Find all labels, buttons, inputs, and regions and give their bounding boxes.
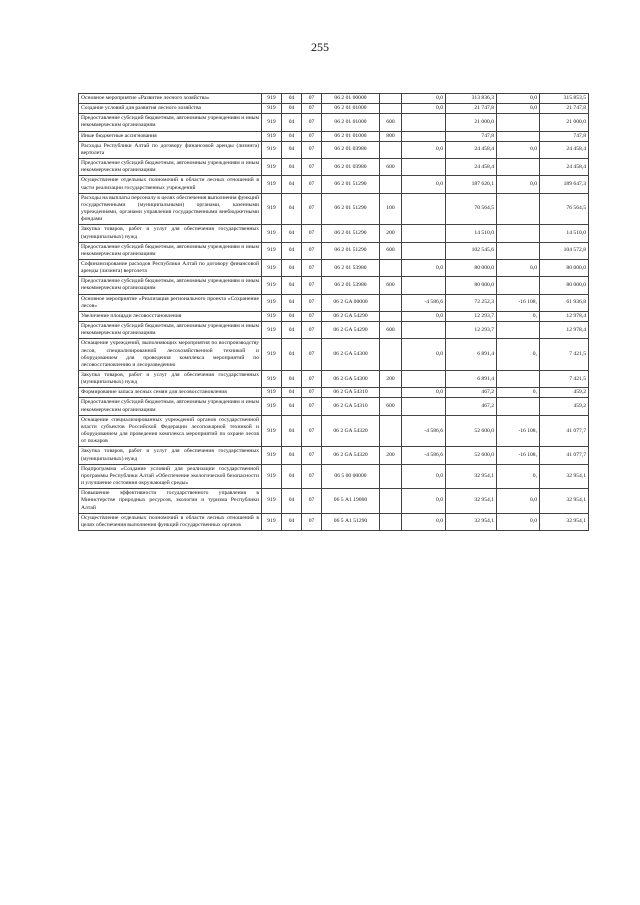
amount-2: 189 647,3 — [540, 176, 589, 193]
amount-change-1: 0,0 — [402, 513, 446, 530]
amount-change-1 — [402, 225, 446, 242]
expense-type-code: 600 — [380, 398, 402, 415]
expense-type-code — [380, 339, 402, 371]
table-row — [79, 94, 589, 104]
section-code: 04 — [282, 242, 302, 259]
amount-2: 14 510,0 — [540, 225, 589, 242]
section-code: 04 — [282, 339, 302, 371]
amount-change-1: 0,0 — [402, 259, 446, 276]
amount-1: 70 564,5 — [446, 193, 497, 225]
target-article-code: 06 2 GA 54300 — [322, 371, 380, 388]
table-row — [79, 176, 589, 193]
amount-2: 12 978,4 — [540, 322, 589, 339]
subsection-code: 07 — [302, 294, 322, 311]
amount-1: 313 836,3 — [446, 94, 497, 104]
amount-change-1 — [402, 322, 446, 339]
table-row — [79, 277, 589, 294]
amount-1: 32 954,1 — [446, 464, 497, 488]
amount-2: 32 954,1 — [540, 513, 589, 530]
amount-change-1 — [402, 242, 446, 259]
amount-change-2: -16 108, — [497, 294, 540, 311]
amount-change-2 — [497, 398, 540, 415]
amount-2: 76 564,5 — [540, 193, 589, 225]
expense-name: Предоставление субсидий бюджетным, автономным учреждениям и иным некоммерческим организациям — [79, 114, 262, 131]
table-row — [79, 464, 589, 488]
section-code: 04 — [282, 415, 302, 447]
amount-change-1: 0,0 — [402, 339, 446, 371]
target-article-code: 06 2 GA 54300 — [322, 339, 380, 371]
expense-type-code: 600 — [380, 322, 402, 339]
section-code: 04 — [282, 513, 302, 530]
amount-change-2: 0,0 — [497, 259, 540, 276]
amount-change-1 — [402, 193, 446, 225]
amount-change-2: 0, — [497, 464, 540, 488]
amount-1: 21 747,8 — [446, 104, 497, 114]
table-row — [79, 398, 589, 415]
target-article-code: 06 2 01 51290 — [322, 176, 380, 193]
amount-change-2 — [497, 131, 540, 141]
expense-name: Основное мероприятие «Реализация регионального проекта «Сохранение лесов» — [79, 294, 262, 311]
subsection-code: 07 — [302, 193, 322, 225]
expense-type-code — [380, 94, 402, 104]
amount-change-2 — [497, 371, 540, 388]
target-article-code: 06 5 00 00000 — [322, 464, 380, 488]
target-article-code: 06 2 01 01000 — [322, 131, 380, 141]
grbs-code: 919 — [262, 259, 282, 276]
expense-name: Закупка товаров, работ и услуг для обеспечения государственных (муниципальных) нужд — [79, 371, 262, 388]
amount-change-2: 0,0 — [497, 104, 540, 114]
target-article-code: 06 5 А1 19000 — [322, 489, 380, 513]
expense-name: Предоставление субсидий бюджетным, автономным учреждениям и иным некоммерческим организациям — [79, 242, 262, 259]
amount-2: 24 458,4 — [540, 141, 589, 158]
amount-change-1: 0,0 — [402, 311, 446, 321]
section-code: 04 — [282, 104, 302, 114]
grbs-code: 919 — [262, 294, 282, 311]
amount-1: 747,8 — [446, 131, 497, 141]
amount-change-2: 0,0 — [497, 489, 540, 513]
amount-change-2: 0,0 — [497, 176, 540, 193]
section-code: 04 — [282, 193, 302, 225]
amount-change-2: -16 108, — [497, 415, 540, 447]
amount-2: 41 077,7 — [540, 447, 589, 464]
amount-change-2 — [497, 114, 540, 131]
amount-change-1 — [402, 159, 446, 176]
amount-change-1: 0,0 — [402, 141, 446, 158]
amount-change-2 — [497, 159, 540, 176]
table-row — [79, 114, 589, 131]
amount-change-1: -4 586,6 — [402, 415, 446, 447]
expense-type-code — [380, 294, 402, 311]
expense-name: Осуществление отдельных полномочий в области лесных отношений в части реализации государственных учреждений — [79, 176, 262, 193]
amount-1: 80 000,0 — [446, 259, 497, 276]
expense-name: Предоставление субсидий бюджетным, автономным учреждениям и иным некоммерческим организациям — [79, 322, 262, 339]
amount-change-2 — [497, 277, 540, 294]
table-row — [79, 193, 589, 225]
amount-2: 459,2 — [540, 388, 589, 398]
amount-1: 12 293,7 — [446, 311, 497, 321]
expense-name: Оснащение учреждений, выполняющих мероприятия по воспроизводству лесов, специализированной лесохозяйственной техникой и оборудованием для проведения комплекса мероприятий по лесовосстановлению и лесоразведению — [79, 339, 262, 371]
amount-2: 459,2 — [540, 398, 589, 415]
grbs-code: 919 — [262, 388, 282, 398]
amount-2: 315 853,5 — [540, 94, 589, 104]
amount-2: 24 458,4 — [540, 159, 589, 176]
target-article-code: 06 2 01 51290 — [322, 193, 380, 225]
target-article-code: 06 2 01 03980 — [322, 159, 380, 176]
target-article-code: 06 2 01 01000 — [322, 104, 380, 114]
amount-1: 32 954,1 — [446, 513, 497, 530]
amount-2: 41 077,7 — [540, 415, 589, 447]
subsection-code: 07 — [302, 259, 322, 276]
amount-2: 32 954,1 — [540, 464, 589, 488]
subsection-code: 07 — [302, 464, 322, 488]
table-row — [79, 311, 589, 321]
section-code: 04 — [282, 464, 302, 488]
section-code: 04 — [282, 371, 302, 388]
expense-type-code: 600 — [380, 114, 402, 131]
subsection-code: 07 — [302, 415, 322, 447]
amount-2: 104 572,8 — [540, 242, 589, 259]
expense-type-code: 600 — [380, 242, 402, 259]
grbs-code: 919 — [262, 322, 282, 339]
amount-change-1: 0,0 — [402, 94, 446, 104]
amount-1: 21 000,0 — [446, 114, 497, 131]
expense-name: Повышение эффективности государственного управления в Министерстве природных ресурсов, экологии и туризма Республики Алтай — [79, 489, 262, 513]
target-article-code: 06 2 GA 54290 — [322, 322, 380, 339]
amount-change-1: 0,0 — [402, 464, 446, 488]
table-row — [79, 141, 589, 158]
amount-1: 80 000,0 — [446, 277, 497, 294]
budget-table — [78, 93, 589, 531]
amount-2: 80 000,0 — [540, 277, 589, 294]
expense-name: Основное мероприятие «Развитие лесного хозяйства» — [79, 94, 262, 104]
amount-change-2: 0, — [497, 339, 540, 371]
subsection-code: 07 — [302, 277, 322, 294]
subsection-code: 07 — [302, 94, 322, 104]
amount-change-2: 0,0 — [497, 513, 540, 530]
subsection-code: 07 — [302, 104, 322, 114]
amount-1: 52 600,0 — [446, 415, 497, 447]
table-row — [79, 294, 589, 311]
amount-change-2 — [497, 242, 540, 259]
amount-1: 6 891,4 — [446, 339, 497, 371]
expense-type-code: 600 — [380, 277, 402, 294]
section-code: 04 — [282, 176, 302, 193]
grbs-code: 919 — [262, 277, 282, 294]
grbs-code: 919 — [262, 464, 282, 488]
amount-change-1: -4 586,6 — [402, 294, 446, 311]
table-row — [79, 259, 589, 276]
expense-type-code: 200 — [380, 225, 402, 242]
expense-type-code — [380, 259, 402, 276]
amount-1: 102 545,6 — [446, 242, 497, 259]
expense-type-code — [380, 415, 402, 447]
expense-type-code: 200 — [380, 371, 402, 388]
section-code: 04 — [282, 141, 302, 158]
amount-change-1: -4 586,6 — [402, 447, 446, 464]
table-row — [79, 415, 589, 447]
subsection-code: 07 — [302, 371, 322, 388]
section-code: 04 — [282, 114, 302, 131]
subsection-code: 07 — [302, 339, 322, 371]
amount-change-2: 0, — [497, 388, 540, 398]
amount-change-2 — [497, 193, 540, 225]
amount-change-1: 0,0 — [402, 104, 446, 114]
expense-name: Расходы Республики Алтай по договору финансовой аренды (лизинга) вертолета — [79, 141, 262, 158]
section-code: 04 — [282, 322, 302, 339]
grbs-code: 919 — [262, 371, 282, 388]
expense-name: Закупка товаров, работ и услуг для обеспечения государственных (муниципальных) нужд — [79, 225, 262, 242]
target-article-code: 06 2 GA 00000 — [322, 294, 380, 311]
amount-change-2: 0,0 — [497, 94, 540, 104]
subsection-code: 07 — [302, 513, 322, 530]
target-article-code: 06 2 01 01000 — [322, 114, 380, 131]
expense-name: Иные бюджетные ассигнования — [79, 131, 262, 141]
amount-2: 21 000,0 — [540, 114, 589, 131]
target-article-code: 06 2 GA 54290 — [322, 311, 380, 321]
expense-name: Увеличение площади лесовосстановления — [79, 311, 262, 321]
expense-type-code — [380, 104, 402, 114]
page-number: 255 — [311, 40, 329, 54]
subsection-code: 07 — [302, 131, 322, 141]
target-article-code: 06 2 GA 54320 — [322, 447, 380, 464]
expense-name: Софинансирование расходов Республики Алтай по договору финансовой аренды (лизинга) вертолета — [79, 259, 262, 276]
subsection-code: 07 — [302, 447, 322, 464]
section-code: 04 — [282, 294, 302, 311]
table-row — [79, 339, 589, 371]
subsection-code: 07 — [302, 398, 322, 415]
table-row — [79, 489, 589, 513]
table-row — [79, 513, 589, 530]
expense-name: Предоставление субсидий бюджетным, автономным учреждениям и иным некоммерческим организациям — [79, 398, 262, 415]
target-article-code: 06 2 01 00000 — [322, 94, 380, 104]
target-article-code: 06 2 GA 54310 — [322, 398, 380, 415]
grbs-code: 919 — [262, 193, 282, 225]
grbs-code: 919 — [262, 104, 282, 114]
section-code: 04 — [282, 94, 302, 104]
amount-1: 6 891,4 — [446, 371, 497, 388]
amount-1: 12 293,7 — [446, 322, 497, 339]
expense-type-code: 200 — [380, 447, 402, 464]
budget-table-body — [79, 94, 589, 531]
expense-type-code — [380, 513, 402, 530]
expense-type-code — [380, 388, 402, 398]
expense-name: Осуществление отдельных полномочий в области лесных отношений в целях обеспечения выполнения функций государственных органов — [79, 513, 262, 530]
subsection-code: 07 — [302, 141, 322, 158]
target-article-code: 06 5 А1 51290 — [322, 513, 380, 530]
expense-name: Создание условий для развития лесного хозяйства — [79, 104, 262, 114]
target-article-code: 06 2 01 53980 — [322, 277, 380, 294]
amount-1: 72 252,3 — [446, 294, 497, 311]
expense-name: Расходы на выплаты персоналу в целях обеспечения выполнения функций государственными (муниципальными) органами, казенными учреждениями, органами управления государственными внебюджетными фондами — [79, 193, 262, 225]
grbs-code: 919 — [262, 447, 282, 464]
amount-change-2 — [497, 322, 540, 339]
section-code: 04 — [282, 131, 302, 141]
amount-change-1 — [402, 277, 446, 294]
subsection-code: 07 — [302, 388, 322, 398]
amount-change-1: 0,0 — [402, 388, 446, 398]
amount-1: 467,2 — [446, 398, 497, 415]
subsection-code: 07 — [302, 225, 322, 242]
table-row — [79, 131, 589, 141]
section-code: 04 — [282, 259, 302, 276]
amount-change-2 — [497, 225, 540, 242]
amount-1: 52 600,0 — [446, 447, 497, 464]
amount-change-1 — [402, 398, 446, 415]
subsection-code: 07 — [302, 159, 322, 176]
grbs-code: 919 — [262, 398, 282, 415]
grbs-code: 919 — [262, 339, 282, 371]
amount-change-1: 0,0 — [402, 489, 446, 513]
subsection-code: 07 — [302, 489, 322, 513]
table-row — [79, 447, 589, 464]
table-row — [79, 159, 589, 176]
grbs-code: 919 — [262, 415, 282, 447]
amount-2: 32 954,1 — [540, 489, 589, 513]
subsection-code: 07 — [302, 114, 322, 131]
grbs-code: 919 — [262, 225, 282, 242]
grbs-code: 919 — [262, 159, 282, 176]
amount-1: 24 458,4 — [446, 141, 497, 158]
section-code: 04 — [282, 225, 302, 242]
section-code: 04 — [282, 311, 302, 321]
expense-name: Закупка товаров, работ и услуг для обеспечения государственных (муниципальных) нужд — [79, 447, 262, 464]
amount-2: 7 421,5 — [540, 371, 589, 388]
grbs-code: 919 — [262, 131, 282, 141]
table-row — [79, 104, 589, 114]
table-row — [79, 242, 589, 259]
subsection-code: 07 — [302, 176, 322, 193]
section-code: 04 — [282, 447, 302, 464]
amount-2: 12 978,4 — [540, 311, 589, 321]
grbs-code: 919 — [262, 94, 282, 104]
subsection-code: 07 — [302, 242, 322, 259]
amount-change-1 — [402, 114, 446, 131]
expense-type-code: 800 — [380, 131, 402, 141]
grbs-code: 919 — [262, 513, 282, 530]
target-article-code: 06 2 01 03980 — [322, 141, 380, 158]
expense-type-code — [380, 141, 402, 158]
target-article-code: 06 2 01 53980 — [322, 259, 380, 276]
amount-1: 24 458,4 — [446, 159, 497, 176]
subsection-code: 07 — [302, 322, 322, 339]
grbs-code: 919 — [262, 141, 282, 158]
amount-change-2: 0, — [497, 311, 540, 321]
section-code: 04 — [282, 489, 302, 513]
target-article-code: 06 2 GA 54310 — [322, 388, 380, 398]
section-code: 04 — [282, 388, 302, 398]
target-article-code: 06 2 01 51290 — [322, 242, 380, 259]
expense-type-code — [380, 464, 402, 488]
expense-name: Оснащение специализированных учреждений органов государственной власти субъектов Российской Федерации лесопожарной техникой и оборудованием для проведения комплекса мероприятий по охране лесов от пожаров — [79, 415, 262, 447]
subsection-code: 07 — [302, 311, 322, 321]
expense-name: Формирование запаса лесных семян для лесовосстановления — [79, 388, 262, 398]
amount-2: 7 421,5 — [540, 339, 589, 371]
grbs-code: 919 — [262, 176, 282, 193]
section-code: 04 — [282, 398, 302, 415]
grbs-code: 919 — [262, 114, 282, 131]
expense-name: Подпрограмма «Создание условий для реализации государственной программы Республики Алтай «Обеспечение экологической безопасности и улучшение состояния окружающей среды» — [79, 464, 262, 488]
table-row — [79, 371, 589, 388]
target-article-code: 06 2 GA 54320 — [322, 415, 380, 447]
table-row — [79, 225, 589, 242]
amount-1: 187 620,1 — [446, 176, 497, 193]
section-code: 04 — [282, 159, 302, 176]
expense-type-code — [380, 489, 402, 513]
section-code: 04 — [282, 277, 302, 294]
expense-type-code: 100 — [380, 193, 402, 225]
amount-1: 32 954,1 — [446, 489, 497, 513]
amount-1: 14 510,0 — [446, 225, 497, 242]
amount-change-2: -16 108, — [497, 447, 540, 464]
expense-name: Предоставление субсидий бюджетным, автономным учреждениям и иным некоммерческим организациям — [79, 159, 262, 176]
grbs-code: 919 — [262, 311, 282, 321]
grbs-code: 919 — [262, 242, 282, 259]
amount-2: 80 000,0 — [540, 259, 589, 276]
expense-type-code — [380, 311, 402, 321]
amount-change-1 — [402, 371, 446, 388]
expense-type-code: 600 — [380, 159, 402, 176]
expense-name: Предоставление субсидий бюджетным, автономным учреждениям и иным некоммерческим организациям — [79, 277, 262, 294]
amount-2: 747,8 — [540, 131, 589, 141]
grbs-code: 919 — [262, 489, 282, 513]
amount-2: 61 936,8 — [540, 294, 589, 311]
table-row — [79, 388, 589, 398]
expense-type-code — [380, 176, 402, 193]
amount-2: 21 747,8 — [540, 104, 589, 114]
table-row — [79, 322, 589, 339]
target-article-code: 06 2 01 51290 — [322, 225, 380, 242]
amount-1: 467,2 — [446, 388, 497, 398]
amount-change-2: 0,0 — [497, 141, 540, 158]
amount-change-1 — [402, 131, 446, 141]
amount-change-1: 0,0 — [402, 176, 446, 193]
